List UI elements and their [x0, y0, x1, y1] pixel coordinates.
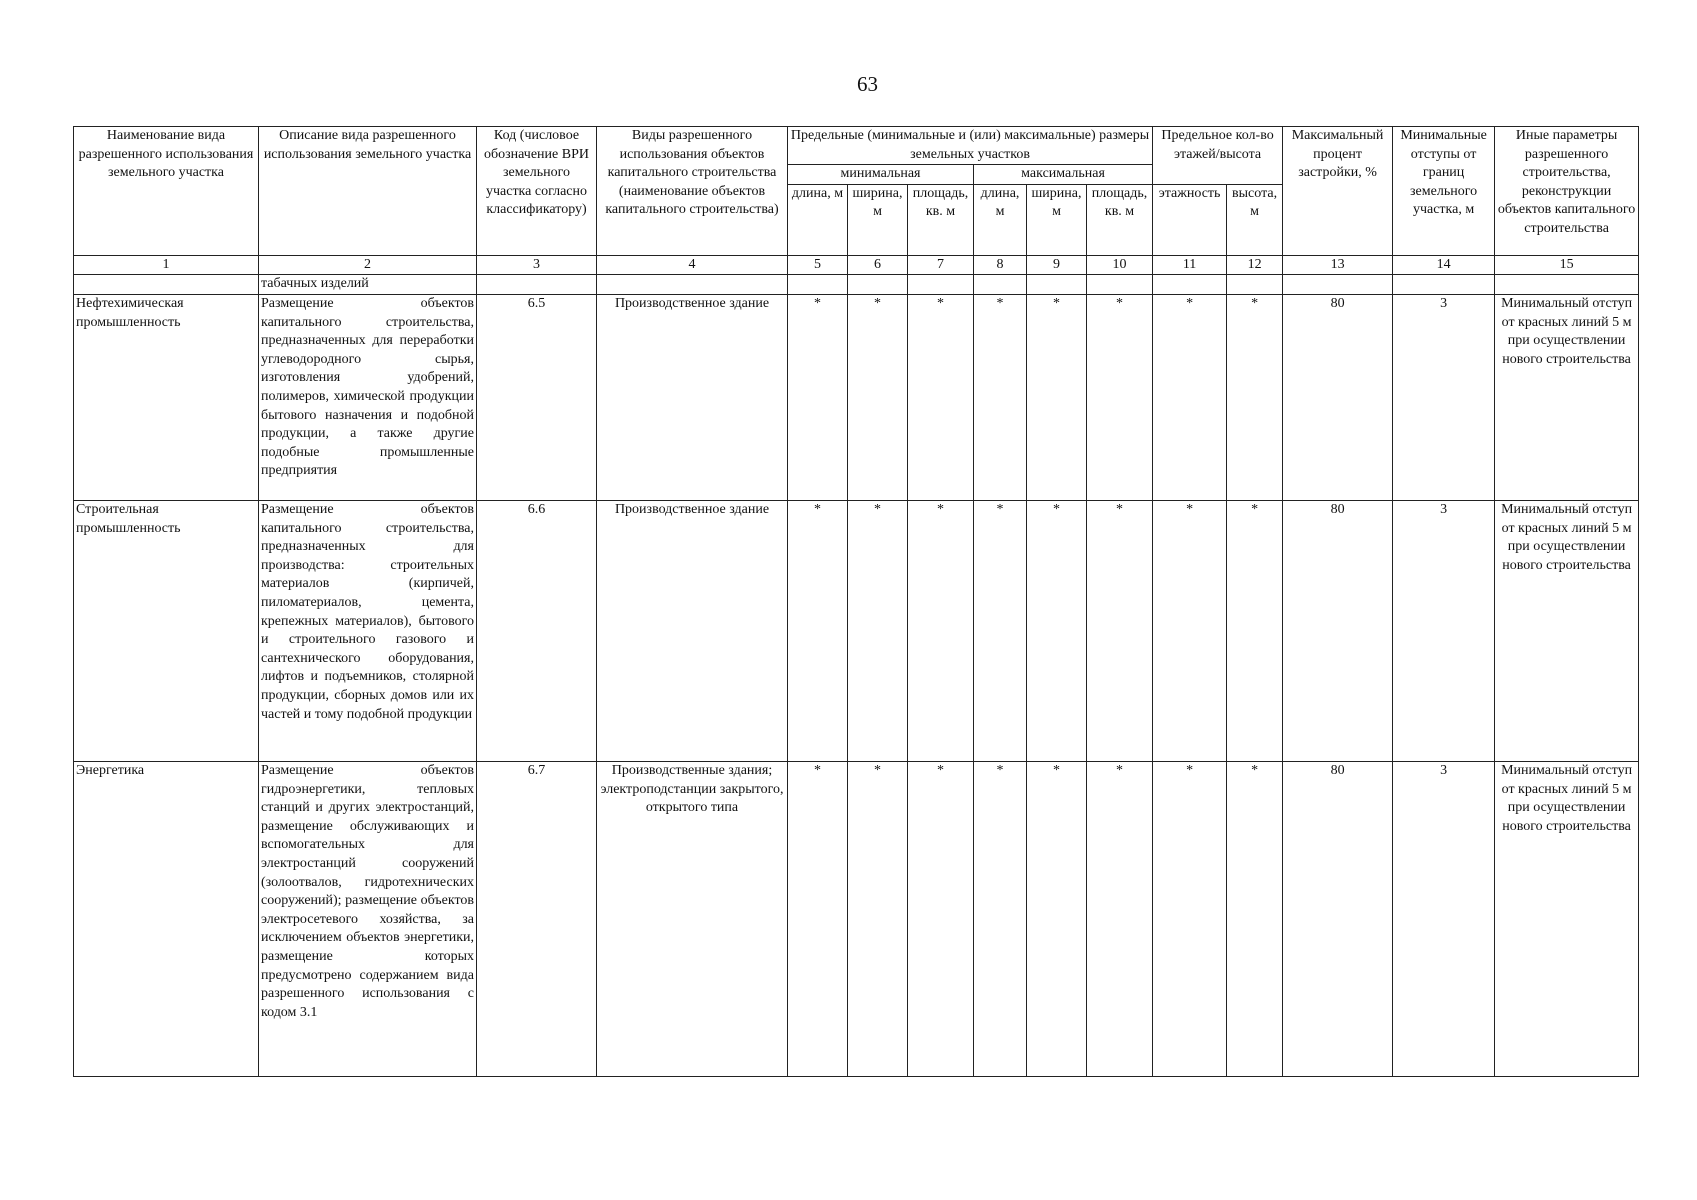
column-number: 3 — [477, 255, 597, 275]
column-number: 6 — [848, 255, 908, 275]
min-offset-value: 3 — [1393, 500, 1495, 761]
land-use-code: 6.7 — [477, 761, 597, 1076]
header-land-use-code: Код (числовое обозначение ВРИ земельного участка согласно классификатору) — [477, 127, 597, 256]
column-number: 11 — [1153, 255, 1227, 275]
land-use-name: Строительная промышленность — [74, 500, 259, 761]
header-max-build-percent: Максимальный процент застройки, % — [1283, 127, 1393, 256]
max-build-percent-value: 80 — [1283, 500, 1393, 761]
header-land-use-description: Описание вида разрешенного использования земельного участка — [259, 127, 477, 256]
header-min-width: ширина, м — [848, 184, 908, 255]
land-use-code: 6.5 — [477, 294, 597, 500]
max-length-value: * — [974, 294, 1027, 500]
floors-value: * — [1153, 294, 1227, 500]
column-number: 15 — [1495, 255, 1639, 275]
max-area-value: * — [1087, 294, 1153, 500]
land-use-name: Энергетика — [74, 761, 259, 1076]
land-use-code: 6.6 — [477, 500, 597, 761]
max-width-value: * — [1027, 761, 1087, 1076]
column-number: 10 — [1087, 255, 1153, 275]
header-max-length: длина, м — [974, 184, 1027, 255]
table-row — [74, 761, 1639, 1076]
max-length-value: * — [974, 761, 1027, 1076]
min-offset-value: 3 — [1393, 294, 1495, 500]
land-use-description: Размещение объектов капитального строительства, предназначенных для переработки углеводородного сырья, изготовления удобрений, полимеров, химической продукции бытового назначения и подобной продукции, а также другие подобные промышленные предприятия — [259, 294, 477, 500]
header-max-width: ширина, м — [1027, 184, 1087, 255]
other-params-value: Минимальный отступ от красных линий 5 м при осуществлении нового строительства — [1495, 500, 1639, 761]
max-area-value: * — [1087, 500, 1153, 761]
min-width-value: * — [848, 761, 908, 1076]
column-number: 9 — [1027, 255, 1087, 275]
column-number: 2 — [259, 255, 477, 275]
height-value: * — [1227, 500, 1283, 761]
building-kinds: Производственное здание — [597, 500, 788, 761]
other-params-value: Минимальный отступ от красных линий 5 м при осуществлении нового строительства — [1495, 294, 1639, 500]
continuation-row — [74, 275, 1639, 295]
header-plot-size-limits: Предельные (минимальные и (или) максимальные) размеры земельных участков — [788, 127, 1153, 165]
building-kinds: Производственные здания; электроподстанции закрытого, открытого типа — [597, 761, 788, 1076]
land-use-table — [73, 126, 1639, 1077]
column-number: 7 — [908, 255, 974, 275]
table-row — [74, 294, 1639, 500]
header-other-params: Иные параметры разрешенного строительства, реконструкции объектов капитального строительства — [1495, 127, 1639, 256]
other-params-value: Минимальный отступ от красных линий 5 м при осуществлении нового строительства — [1495, 761, 1639, 1076]
continuation-text: табачных изделий — [259, 275, 477, 295]
column-number: 8 — [974, 255, 1027, 275]
header-floors: этажность — [1153, 184, 1227, 255]
min-length-value: * — [788, 294, 848, 500]
min-area-value: * — [908, 761, 974, 1076]
land-use-description: Размещение объектов гидроэнергетики, тепловых станций и других электростанций, размещение обслуживающих и вспомогательных для электростанций сооружений (золоотвалов, гидротехнических сооружений); размещение объектов электросетевого хозяйства, за исключением объектов энергетики, размещение которых предусмотрено содержанием вида разрешенного использования с кодом 3.1 — [259, 761, 477, 1076]
column-number: 5 — [788, 255, 848, 275]
land-use-name: Нефтехимическая промышленность — [74, 294, 259, 500]
max-build-percent-value: 80 — [1283, 294, 1393, 500]
land-use-description: Размещение объектов капитального строительства, предназначенных для производства: строительных материалов (кирпичей, пиломатериалов, цемента, крепежных материалов), бытового и строительного газового и сантехнического оборудования, лифтов и подъемников, столярной продукции, сборных домов или их частей и тому подобной продукции — [259, 500, 477, 761]
column-number: 13 — [1283, 255, 1393, 275]
max-length-value: * — [974, 500, 1027, 761]
header-land-use-name: Наименование вида разрешенного использования земельного участка — [74, 127, 259, 256]
column-number-row — [74, 255, 1639, 275]
height-value: * — [1227, 294, 1283, 500]
max-area-value: * — [1087, 761, 1153, 1076]
floors-value: * — [1153, 500, 1227, 761]
table-row — [74, 500, 1639, 761]
min-width-value: * — [848, 294, 908, 500]
column-number: 1 — [74, 255, 259, 275]
min-width-value: * — [848, 500, 908, 761]
page-number: 63 — [857, 72, 878, 96]
header-building-kinds: Виды разрешенного использования объектов капитального строительства (наименование объектов капитального строительства) — [597, 127, 788, 256]
floors-value: * — [1153, 761, 1227, 1076]
header-maximum: максимальная — [974, 165, 1153, 185]
min-length-value: * — [788, 761, 848, 1076]
building-kinds: Производственное здание — [597, 294, 788, 500]
column-number: 4 — [597, 255, 788, 275]
max-width-value: * — [1027, 500, 1087, 761]
column-number: 12 — [1227, 255, 1283, 275]
column-number: 14 — [1393, 255, 1495, 275]
min-area-value: * — [908, 500, 974, 761]
min-offset-value: 3 — [1393, 761, 1495, 1076]
height-value: * — [1227, 761, 1283, 1076]
header-height: высота, м — [1227, 184, 1283, 255]
header-min-area: площадь, кв. м — [908, 184, 974, 255]
max-build-percent-value: 80 — [1283, 761, 1393, 1076]
header-min-length: длина, м — [788, 184, 848, 255]
max-width-value: * — [1027, 294, 1087, 500]
header-min-offsets: Минимальные отступы от границ земельного участка, м — [1393, 127, 1495, 256]
header-floors-height-limits: Предельное кол-во этажей/высота — [1153, 127, 1283, 185]
header-minimum: минимальная — [788, 165, 974, 185]
min-length-value: * — [788, 500, 848, 761]
header-max-area: площадь, кв. м — [1087, 184, 1153, 255]
min-area-value: * — [908, 294, 974, 500]
